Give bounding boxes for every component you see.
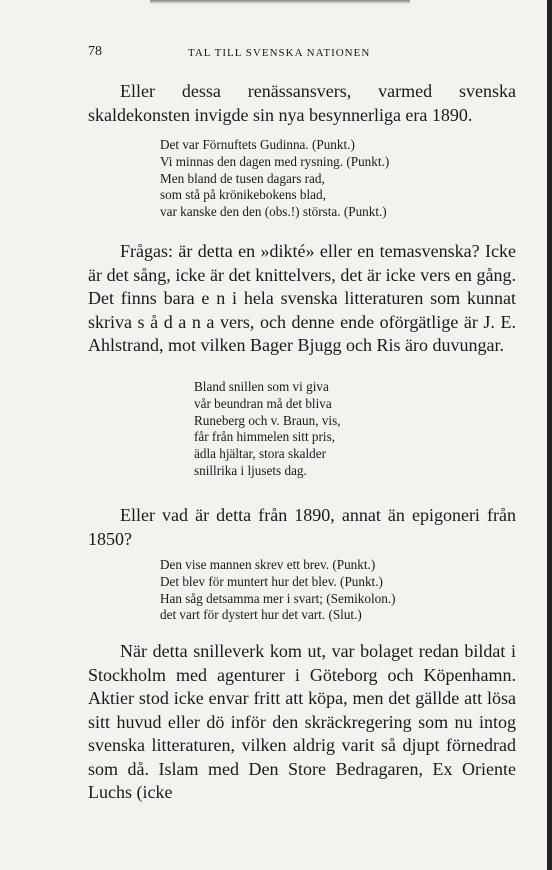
verse-line: vår beundran må det bliva xyxy=(194,395,332,411)
verse-line: Vi minnas den dagen med rysning. (Punkt.) xyxy=(160,153,390,169)
verse-line: får från himmelen sitt pris, xyxy=(194,429,335,445)
page-top-shadow xyxy=(150,0,410,4)
verse-line: Det blev för muntert hur det blev. (Punkt.) xyxy=(160,573,383,589)
page-header xyxy=(78,44,518,64)
verse-block-2 xyxy=(194,379,341,480)
verse-line: Men bland de tusen dagars rad, xyxy=(160,170,325,186)
verse-line: Han såg detsamma mer i svart; (Semikolon.) xyxy=(160,590,396,606)
verse-line: det vart för dystert hur det vart. (Slut.) xyxy=(160,607,362,623)
verse-block-1 xyxy=(160,137,389,221)
verse-line: Bland snillen som vi giva xyxy=(194,379,329,394)
paragraph-1: Eller dessa renässansvers, varmed svenska skaldekonsten invigde sin nya besynnerliga era 1890. xyxy=(88,81,516,125)
page-number: 78 xyxy=(88,44,102,59)
paragraph-4: När detta snilleverk kom ut, var bolaget redan bildat i Stockholm med agenturer i Göteborg och Köpenhamn. Aktier stod icke envar fritt att köpa, men det gällde att lösa sitt huvud eller dö inför den skräckregering som nu intog svenska litteraturen, vilken aldrig varit så djupt förnedrad som då. Islam med Den Store Bedragaren, Ex Oriente Luchs (icke xyxy=(88,641,516,802)
verse-block-3 xyxy=(160,557,396,624)
verse-line: Det var Förnuftets Gudinna. (Punkt.) xyxy=(160,137,355,152)
paragraph-3: Eller vad är detta från 1890, annat än epigoneri från 1850? xyxy=(88,505,516,549)
paragraph-2: Frågas: är detta en »dikté» eller en temasvenska? Icke är det sång, icke är det knittelvers, det är icke vers en gång. Det finns bara e n i hela svenska litteraturen som kunnat skriva s å d a n a vers, och denne ende oförgätlige är J. E. Ahlstrand, mot vilken Bager Bjugg och Ris äro duvungar. xyxy=(88,241,516,355)
verse-line: snillrika i ljusets dag. xyxy=(194,462,307,478)
verse-line: Den vise mannen skrev ett brev. (Punkt.) xyxy=(160,557,376,572)
verse-line: ädla hjältar, stora skalder xyxy=(194,446,327,462)
page-edge-shadow xyxy=(547,0,552,870)
verse-line: var kanske den den (obs.!) största. (Punkt.) xyxy=(160,204,387,220)
verse-line: som stå på krönikebokens blad, xyxy=(160,187,326,203)
verse-line: Runeberg och v. Braun, vis, xyxy=(194,412,341,428)
running-title: TAL TILL SVENSKA NATIONEN xyxy=(188,47,371,59)
